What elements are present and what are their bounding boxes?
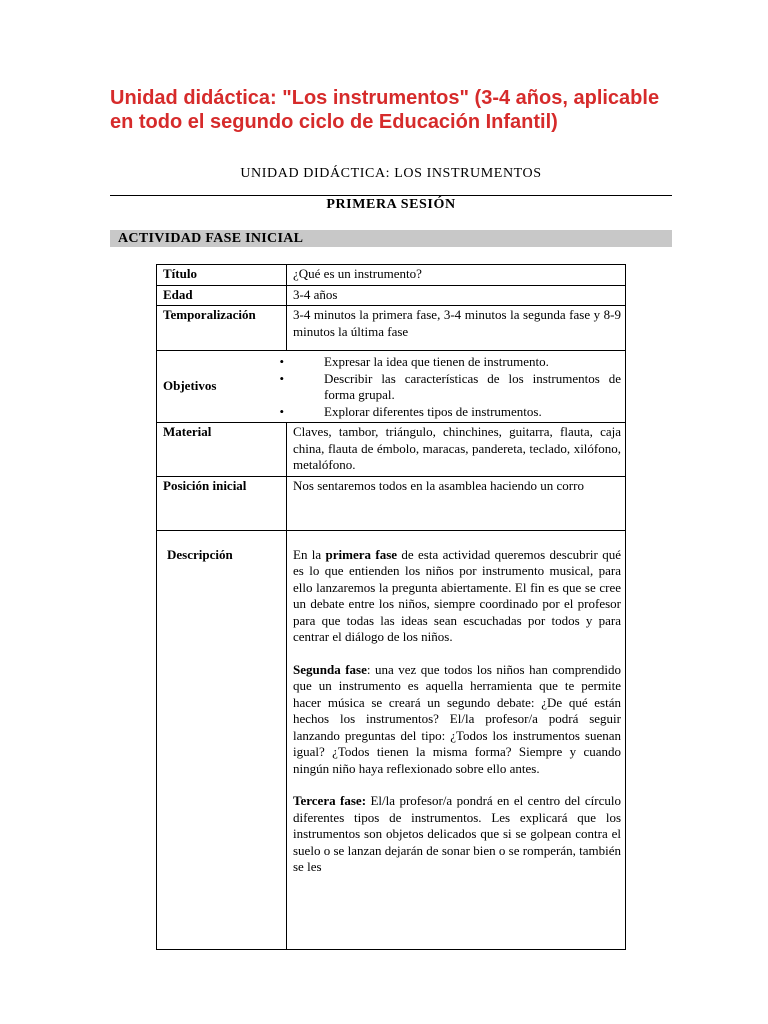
posicion-label: Posición inicial bbox=[157, 476, 287, 530]
temporalizacion-label: Temporalización bbox=[157, 306, 287, 351]
p2-bold-term: Segunda fase bbox=[293, 661, 367, 677]
objetivo-item bbox=[264, 354, 621, 371]
heading-rule bbox=[110, 195, 672, 196]
material-label: Material bbox=[157, 423, 287, 477]
row-material bbox=[157, 423, 626, 477]
objetivos-label: Objetivos bbox=[163, 378, 217, 394]
temporalizacion-value: 3-4 minutos la primera fase, 3-4 minutos la segunda fase y 8-9 minutos la última fase bbox=[287, 306, 626, 351]
objetivo-text: Expresar la idea que tienen de instrumento. bbox=[324, 354, 549, 369]
posicion-value: Nos sentaremos todos en la asamblea haciendo un corro bbox=[287, 476, 626, 530]
descripcion-paragraph-3 bbox=[293, 793, 621, 876]
row-titulo bbox=[157, 265, 626, 286]
p2-text-rest: : una vez que todos los niños han comprendido que un instrumento es aquella herramienta que te permite hacer música se creará un segundo debate: ¿De qué están hechos los instrumentos? El/la profesor/a podrá seguir lanzando preguntas del tipo: ¿Todos los instrumentos suenan igual? ¿Todos tienen la misma forma? Siempre y cuando ningún niño haya reflexionado sobre ello antes. bbox=[293, 661, 621, 776]
session-heading: PRIMERA SESIÓN bbox=[326, 197, 456, 212]
document-title: Unidad didáctica: "Los instrumentos" (3-4 años, aplicable en todo el segundo ciclo de Educación Infantil) bbox=[110, 87, 660, 133]
bullet-icon: • bbox=[279, 354, 284, 369]
objetivos-cell bbox=[157, 351, 626, 423]
objetivo-item bbox=[264, 404, 621, 421]
descripcion-paragraph-2 bbox=[293, 662, 621, 778]
objetivos-list bbox=[264, 351, 625, 422]
p1-text-start: En la bbox=[293, 546, 326, 562]
objetivo-text: Describir las características de los instrumentos de forma grupal. bbox=[324, 370, 621, 402]
p3-bold-term: Tercera fase: bbox=[293, 793, 367, 808]
edad-label: Edad bbox=[157, 285, 287, 306]
activity-table bbox=[156, 264, 626, 950]
unit-heading: UNIDAD DIDÁCTICA: LOS INSTRUMENTOS bbox=[240, 166, 542, 181]
material-value: Claves, tambor, triángulo, chinchines, guitarra, flauta, caja china, flauta de émbolo, maracas, pandereta, teclado, xilófono, metalófono. bbox=[287, 423, 626, 477]
row-descripcion bbox=[157, 530, 626, 949]
p1-bold-term: primera fase bbox=[325, 546, 398, 562]
titulo-label: Título bbox=[157, 265, 287, 286]
p3-text-rest: El/la profesor/a pondrá en el centro del círculo diferentes tipos de instrumentos. Les explicará que los instrumentos son objetos delicados que si se golpean contra el suelo o se lanzan dejarán de sonar bien o se romperán, también se les bbox=[293, 793, 621, 874]
bullet-icon: • bbox=[279, 370, 284, 386]
objetivo-item bbox=[264, 371, 621, 404]
row-posicion bbox=[157, 476, 626, 530]
section-heading: ACTIVIDAD FASE INICIAL bbox=[110, 230, 672, 247]
edad-value: 3-4 años bbox=[287, 285, 626, 306]
row-edad bbox=[157, 285, 626, 306]
row-objetivos bbox=[157, 351, 626, 423]
bullet-icon: • bbox=[279, 403, 284, 419]
descripcion-label: Descripción bbox=[157, 530, 287, 949]
p1-text-rest: de esta actividad queremos descubrir qué es lo que entienden los niños por instrumento musical, para ello lanzaremos la pregunta abiertamente. El fin es que se cree un debate entre los niños, siempre coordinado por el profesor para que todas las ideas sean escuchadas por todos y para centrar el diálogo de los niños. bbox=[293, 546, 621, 644]
row-temporalizacion bbox=[157, 306, 626, 351]
titulo-value: ¿Qué es un instrumento? bbox=[287, 265, 626, 286]
descripcion-paragraph-1 bbox=[293, 547, 621, 646]
descripcion-value bbox=[287, 530, 626, 949]
objetivo-text: Explorar diferentes tipos de instrumentos. bbox=[324, 403, 542, 419]
